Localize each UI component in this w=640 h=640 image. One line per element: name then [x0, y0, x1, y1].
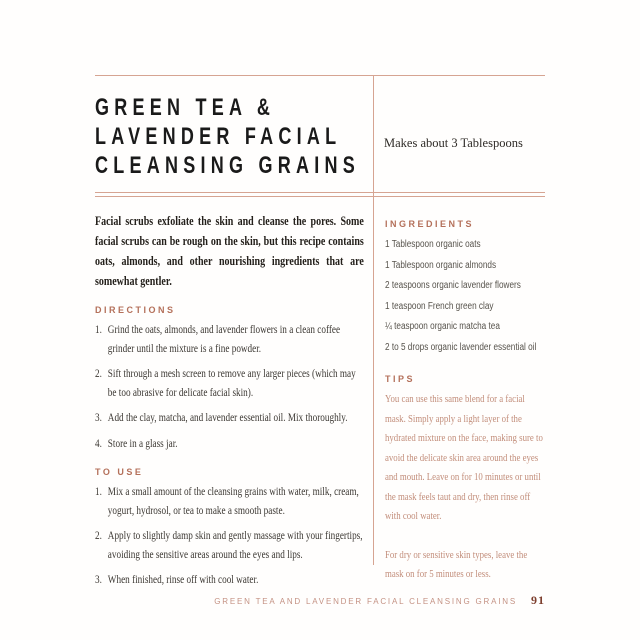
step-text: Add the clay, matcha, and lavender essential oil. Mix thoroughly.	[107, 412, 348, 424]
direction-step-4	[95, 435, 364, 454]
title-line-1: GREEN TEA &	[95, 94, 276, 121]
to-use-step-1	[95, 483, 364, 520]
to-use-step-3	[95, 571, 364, 590]
top-rule	[95, 75, 545, 76]
step-text: Mix a small amount of the cleansing grains with water, milk, cream, yogurt, hydrosol, or tea to make a smooth paste.	[107, 486, 359, 517]
directions-list	[95, 321, 364, 460]
directions-heading: DIRECTIONS	[95, 305, 176, 315]
step-number: 1.	[95, 486, 102, 498]
to-use-list	[95, 483, 364, 597]
step-number: 3.	[95, 574, 102, 586]
ingredient-item-2: 1 Tablespoon organic almonds	[385, 259, 497, 271]
to-use-heading: TO USE	[95, 467, 144, 477]
ingredient-item-4: 1 teaspoon French green clay	[385, 300, 494, 312]
title-line-3: CLEANSING GRAINS	[95, 152, 361, 179]
step-number: 4.	[95, 437, 102, 450]
direction-step-1	[95, 321, 364, 358]
page-number: 91	[531, 593, 545, 607]
step-text: Apply to slightly damp skin and gently massage with your fingertips, avoiding the sensitive areas around the eyes and lips.	[107, 530, 363, 561]
tips-heading: TIPS	[385, 374, 416, 384]
step-text: Store in a glass jar.	[107, 437, 178, 450]
yield-note: Makes about 3 Tablespoons	[384, 136, 523, 150]
ingredient-item-3: 2 teaspoons organic lavender flowers	[385, 280, 521, 291]
page-footer	[95, 593, 545, 608]
double-rule	[95, 192, 545, 197]
step-number: 3.	[95, 412, 102, 424]
ingredient-item-6: 2 to 5 drops organic lavender essential oil	[385, 341, 537, 353]
step-number: 2.	[95, 368, 102, 380]
step-text: When finished, rinse off with cool water.	[107, 574, 259, 586]
step-text: Grind the oats, almonds, and lavender flowers in a clean coffee grinder until the mixture is a fine powder.	[107, 324, 341, 355]
intro-paragraph: Facial scrubs exfoliate the skin and cleanse the pores. Some facial scrubs can be rough on the skin, but this recipe contains oats, almonds, and other nourishing ingredients that are somewhat gentler.	[95, 214, 364, 288]
title-line-2: LAVENDER FACIAL	[95, 123, 342, 150]
step-number: 1.	[95, 324, 102, 336]
ingredients-heading: INGREDIENTS	[385, 219, 475, 229]
step-text: Sift through a mesh screen to remove any larger pieces (which may be too abrasive for delicate facial skin).	[107, 368, 356, 399]
tips-paragraph-2: For dry or sensitive skin types, leave the mask on for 5 minutes or less.	[385, 548, 528, 580]
direction-step-2	[95, 365, 364, 402]
direction-step-3	[95, 409, 364, 428]
ingredient-item-1: 1 Tablespoon organic oats	[385, 239, 481, 250]
running-title: GREEN TEA AND LAVENDER FACIAL CLEANSING GRAINS	[214, 597, 517, 606]
tips-paragraph-1: You can use this same blend for a facial mask. Simply apply a light layer of the hydrated mixture on the face, making sure to avoid the delicate skin area around the eyes and mouth. Leave on for 10 minutes or until the mask feels taut and dry, then rinse off with cool water.	[385, 393, 543, 522]
step-number: 2.	[95, 530, 102, 542]
to-use-step-2	[95, 527, 364, 564]
ingredient-item-5: ¼ teaspoon organic matcha tea	[385, 321, 500, 332]
tips-body	[385, 390, 545, 585]
ingredients-list	[385, 235, 549, 358]
